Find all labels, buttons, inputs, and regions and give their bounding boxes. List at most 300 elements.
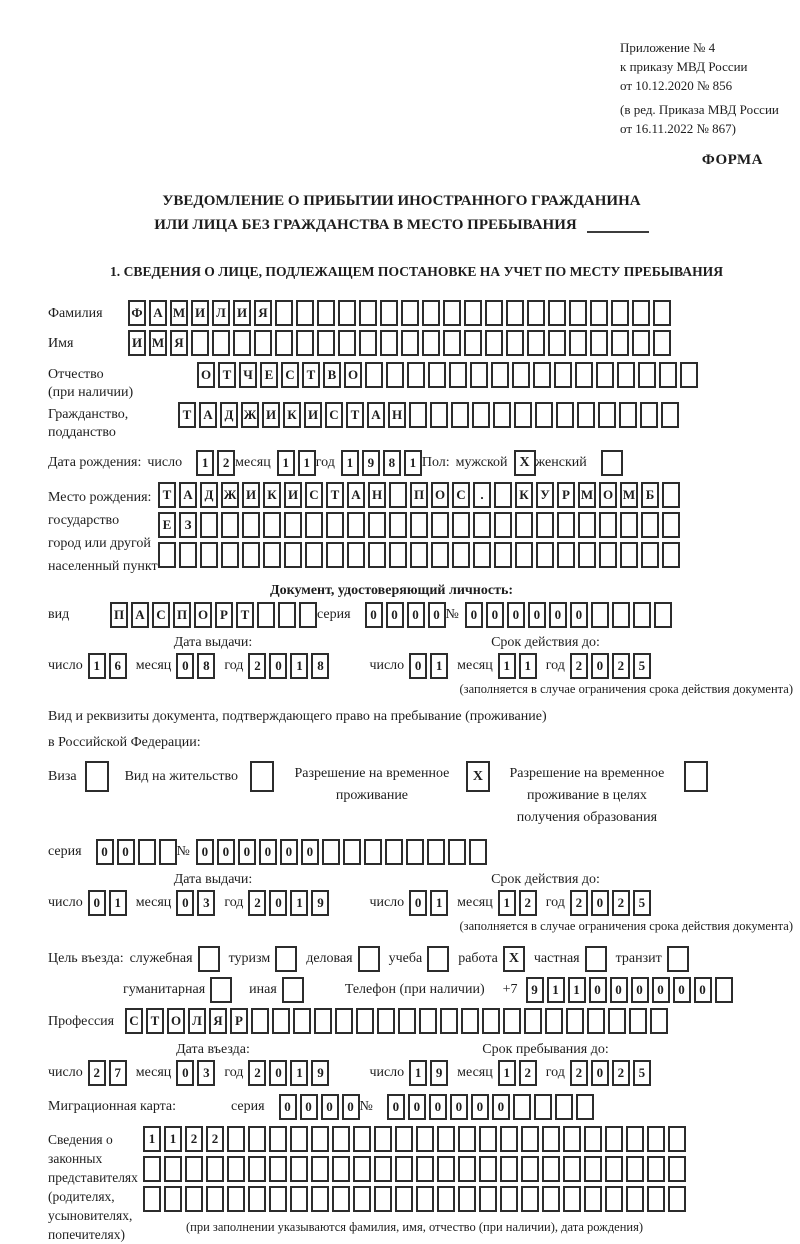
char-cell[interactable]: [629, 1008, 647, 1034]
char-cell[interactable]: П: [173, 602, 191, 628]
char-cell[interactable]: [257, 602, 275, 628]
char-cell[interactable]: 5: [633, 890, 651, 916]
char-cell[interactable]: 0: [407, 602, 425, 628]
char-cell[interactable]: [437, 1186, 455, 1212]
char-cell[interactable]: А: [347, 482, 365, 508]
char-cell[interactable]: 1: [568, 977, 586, 1003]
char-cell[interactable]: 0: [507, 602, 525, 628]
char-cell[interactable]: [368, 542, 386, 568]
checkbox-tourism[interactable]: [275, 946, 297, 972]
char-cell[interactable]: К: [263, 482, 281, 508]
char-cell[interactable]: [138, 839, 156, 865]
char-cell[interactable]: Н: [368, 482, 386, 508]
char-cell[interactable]: [608, 1008, 626, 1034]
char-cell[interactable]: [605, 1186, 623, 1212]
char-cell[interactable]: [584, 1156, 602, 1182]
char-cell[interactable]: [272, 1008, 290, 1034]
char-cell[interactable]: [500, 1126, 518, 1152]
char-cell[interactable]: [619, 402, 637, 428]
char-cell[interactable]: [591, 602, 609, 628]
char-cell[interactable]: 8: [197, 653, 215, 679]
char-cell[interactable]: С: [305, 482, 323, 508]
char-cell[interactable]: С: [125, 1008, 143, 1034]
char-cell[interactable]: [380, 330, 398, 356]
char-cell[interactable]: А: [367, 402, 385, 428]
char-cell[interactable]: [299, 602, 317, 628]
char-cell[interactable]: [479, 1126, 497, 1152]
char-cell[interactable]: [626, 1126, 644, 1152]
char-cell[interactable]: [449, 362, 467, 388]
char-cell[interactable]: [548, 330, 566, 356]
char-cell[interactable]: 0: [492, 1094, 510, 1120]
char-cell[interactable]: М: [149, 330, 167, 356]
char-cell[interactable]: 5: [633, 1060, 651, 1086]
char-cell[interactable]: [515, 512, 533, 538]
char-cell[interactable]: 0: [570, 602, 588, 628]
char-cell[interactable]: 0: [694, 977, 712, 1003]
char-cell[interactable]: 2: [570, 653, 588, 679]
char-cell[interactable]: 0: [428, 602, 446, 628]
checkbox-female[interactable]: [601, 450, 623, 476]
char-cell[interactable]: [557, 512, 575, 538]
char-cell[interactable]: [533, 362, 551, 388]
char-cell[interactable]: [422, 300, 440, 326]
char-cell[interactable]: [563, 1156, 581, 1182]
char-cell[interactable]: [269, 1156, 287, 1182]
char-cell[interactable]: [164, 1186, 182, 1212]
char-cell[interactable]: [227, 1186, 245, 1212]
char-cell[interactable]: [311, 1126, 329, 1152]
char-cell[interactable]: [578, 512, 596, 538]
char-cell[interactable]: [458, 1156, 476, 1182]
char-cell[interactable]: [611, 330, 629, 356]
char-cell[interactable]: 0: [176, 1060, 194, 1086]
char-cell[interactable]: О: [344, 362, 362, 388]
char-cell[interactable]: 0: [652, 977, 670, 1003]
char-cell[interactable]: [227, 1156, 245, 1182]
checkbox-private[interactable]: [585, 946, 607, 972]
char-cell[interactable]: [554, 362, 572, 388]
char-cell[interactable]: 1: [298, 450, 316, 476]
char-cell[interactable]: [612, 602, 630, 628]
char-cell[interactable]: Н: [388, 402, 406, 428]
char-cell[interactable]: [158, 542, 176, 568]
char-cell[interactable]: В: [323, 362, 341, 388]
char-cell[interactable]: [263, 512, 281, 538]
char-cell[interactable]: [311, 1186, 329, 1212]
char-cell[interactable]: [650, 1008, 668, 1034]
char-cell[interactable]: 0: [631, 977, 649, 1003]
char-cell[interactable]: [464, 330, 482, 356]
char-cell[interactable]: [491, 362, 509, 388]
char-cell[interactable]: [535, 402, 553, 428]
char-cell[interactable]: И: [191, 300, 209, 326]
char-cell[interactable]: [443, 330, 461, 356]
char-cell[interactable]: 0: [387, 1094, 405, 1120]
char-cell[interactable]: Я: [209, 1008, 227, 1034]
char-cell[interactable]: 0: [301, 839, 319, 865]
char-cell[interactable]: И: [304, 402, 322, 428]
char-cell[interactable]: [293, 1008, 311, 1034]
char-cell[interactable]: П: [410, 482, 428, 508]
char-cell[interactable]: [317, 330, 335, 356]
char-cell[interactable]: [524, 1008, 542, 1034]
char-cell[interactable]: [353, 1186, 371, 1212]
char-cell[interactable]: [335, 1008, 353, 1034]
char-cell[interactable]: [479, 1156, 497, 1182]
char-cell[interactable]: [542, 1186, 560, 1212]
char-cell[interactable]: Т: [302, 362, 320, 388]
char-cell[interactable]: [569, 300, 587, 326]
char-cell[interactable]: [633, 602, 651, 628]
char-cell[interactable]: [389, 542, 407, 568]
char-cell[interactable]: 0: [673, 977, 691, 1003]
char-cell[interactable]: Е: [260, 362, 278, 388]
char-cell[interactable]: [458, 1186, 476, 1212]
char-cell[interactable]: [473, 542, 491, 568]
char-cell[interactable]: [314, 1008, 332, 1034]
char-cell[interactable]: [221, 512, 239, 538]
char-cell[interactable]: [343, 839, 361, 865]
char-cell[interactable]: [464, 300, 482, 326]
char-cell[interactable]: [359, 300, 377, 326]
char-cell[interactable]: 2: [570, 890, 588, 916]
char-cell[interactable]: 2: [206, 1126, 224, 1152]
char-cell[interactable]: [200, 512, 218, 538]
char-cell[interactable]: [647, 1126, 665, 1152]
char-cell[interactable]: С: [325, 402, 343, 428]
char-cell[interactable]: [542, 1126, 560, 1152]
char-cell[interactable]: 9: [311, 1060, 329, 1086]
char-cell[interactable]: [269, 1126, 287, 1152]
checkbox-temporary-residence[interactable]: X: [466, 761, 490, 792]
char-cell[interactable]: [368, 512, 386, 538]
char-cell[interactable]: [410, 512, 428, 538]
char-cell[interactable]: [380, 300, 398, 326]
char-cell[interactable]: [377, 1008, 395, 1034]
char-cell[interactable]: 2: [612, 1060, 630, 1086]
char-cell[interactable]: [395, 1186, 413, 1212]
char-cell[interactable]: [206, 1186, 224, 1212]
char-cell[interactable]: 2: [519, 1060, 537, 1086]
char-cell[interactable]: [494, 542, 512, 568]
char-cell[interactable]: 1: [290, 1060, 308, 1086]
char-cell[interactable]: И: [233, 300, 251, 326]
char-cell[interactable]: [437, 1156, 455, 1182]
char-cell[interactable]: [263, 542, 281, 568]
char-cell[interactable]: [332, 1186, 350, 1212]
char-cell[interactable]: [385, 839, 403, 865]
char-cell[interactable]: [668, 1126, 686, 1152]
char-cell[interactable]: 0: [279, 1094, 297, 1120]
char-cell[interactable]: 0: [528, 602, 546, 628]
char-cell[interactable]: 0: [117, 839, 135, 865]
char-cell[interactable]: [461, 1008, 479, 1034]
char-cell[interactable]: [527, 330, 545, 356]
char-cell[interactable]: [500, 1186, 518, 1212]
char-cell[interactable]: [598, 402, 616, 428]
char-cell[interactable]: [485, 300, 503, 326]
char-cell[interactable]: [206, 1156, 224, 1182]
char-cell[interactable]: [620, 512, 638, 538]
char-cell[interactable]: [521, 1156, 539, 1182]
char-cell[interactable]: [569, 330, 587, 356]
char-cell[interactable]: [359, 330, 377, 356]
char-cell[interactable]: [513, 1094, 531, 1120]
char-cell[interactable]: Т: [158, 482, 176, 508]
char-cell[interactable]: [599, 512, 617, 538]
char-cell[interactable]: [410, 542, 428, 568]
char-cell[interactable]: Т: [178, 402, 196, 428]
char-cell[interactable]: [416, 1156, 434, 1182]
char-cell[interactable]: [500, 1156, 518, 1182]
char-cell[interactable]: [514, 402, 532, 428]
char-cell[interactable]: [548, 300, 566, 326]
char-cell[interactable]: А: [179, 482, 197, 508]
char-cell[interactable]: [326, 512, 344, 538]
char-cell[interactable]: [395, 1156, 413, 1182]
char-cell[interactable]: 0: [549, 602, 567, 628]
char-cell[interactable]: [416, 1126, 434, 1152]
char-cell[interactable]: [386, 362, 404, 388]
char-cell[interactable]: Т: [218, 362, 236, 388]
char-cell[interactable]: [584, 1186, 602, 1212]
char-cell[interactable]: 1: [341, 450, 359, 476]
char-cell[interactable]: [632, 300, 650, 326]
checkbox-other[interactable]: [282, 977, 304, 1003]
char-cell[interactable]: 0: [269, 1060, 287, 1086]
char-cell[interactable]: [626, 1156, 644, 1182]
char-cell[interactable]: [472, 402, 490, 428]
char-cell[interactable]: [191, 330, 209, 356]
char-cell[interactable]: 8: [383, 450, 401, 476]
char-cell[interactable]: [715, 977, 733, 1003]
char-cell[interactable]: Р: [557, 482, 575, 508]
char-cell[interactable]: [653, 330, 671, 356]
char-cell[interactable]: 1: [547, 977, 565, 1003]
char-cell[interactable]: О: [197, 362, 215, 388]
char-cell[interactable]: 1: [430, 890, 448, 916]
char-cell[interactable]: 0: [176, 653, 194, 679]
char-cell[interactable]: [641, 512, 659, 538]
char-cell[interactable]: [296, 330, 314, 356]
char-cell[interactable]: [143, 1156, 161, 1182]
char-cell[interactable]: О: [167, 1008, 185, 1034]
char-cell[interactable]: 1: [404, 450, 422, 476]
char-cell[interactable]: А: [149, 300, 167, 326]
char-cell[interactable]: 1: [498, 1060, 516, 1086]
char-cell[interactable]: [347, 512, 365, 538]
char-cell[interactable]: 1: [409, 1060, 427, 1086]
char-cell[interactable]: [494, 512, 512, 538]
char-cell[interactable]: [164, 1156, 182, 1182]
char-cell[interactable]: Д: [220, 402, 238, 428]
char-cell[interactable]: [290, 1126, 308, 1152]
char-cell[interactable]: О: [194, 602, 212, 628]
char-cell[interactable]: 0: [486, 602, 504, 628]
checkbox-transit[interactable]: [667, 946, 689, 972]
char-cell[interactable]: [596, 362, 614, 388]
char-cell[interactable]: 0: [217, 839, 235, 865]
char-cell[interactable]: [254, 330, 272, 356]
char-cell[interactable]: Р: [215, 602, 233, 628]
char-cell[interactable]: [364, 839, 382, 865]
char-cell[interactable]: Ф: [128, 300, 146, 326]
char-cell[interactable]: 0: [429, 1094, 447, 1120]
char-cell[interactable]: 2: [185, 1126, 203, 1152]
char-cell[interactable]: [422, 330, 440, 356]
char-cell[interactable]: [428, 362, 446, 388]
char-cell[interactable]: [458, 1126, 476, 1152]
char-cell[interactable]: 2: [88, 1060, 106, 1086]
char-cell[interactable]: [305, 512, 323, 538]
char-cell[interactable]: [248, 1126, 266, 1152]
char-cell[interactable]: 0: [280, 839, 298, 865]
char-cell[interactable]: [322, 839, 340, 865]
char-cell[interactable]: 1: [143, 1126, 161, 1152]
char-cell[interactable]: [427, 839, 445, 865]
char-cell[interactable]: [242, 512, 260, 538]
char-cell[interactable]: [347, 542, 365, 568]
char-cell[interactable]: [653, 300, 671, 326]
char-cell[interactable]: 0: [591, 1060, 609, 1086]
char-cell[interactable]: [338, 300, 356, 326]
char-cell[interactable]: [521, 1186, 539, 1212]
char-cell[interactable]: Е: [158, 512, 176, 538]
char-cell[interactable]: 0: [409, 653, 427, 679]
char-cell[interactable]: [576, 1094, 594, 1120]
char-cell[interactable]: [398, 1008, 416, 1034]
char-cell[interactable]: 0: [96, 839, 114, 865]
checkbox-visa[interactable]: [85, 761, 109, 792]
char-cell[interactable]: [290, 1156, 308, 1182]
char-cell[interactable]: [542, 1156, 560, 1182]
char-cell[interactable]: [284, 542, 302, 568]
char-cell[interactable]: [668, 1156, 686, 1182]
char-cell[interactable]: [473, 512, 491, 538]
char-cell[interactable]: 5: [633, 653, 651, 679]
char-cell[interactable]: [143, 1186, 161, 1212]
char-cell[interactable]: П: [110, 602, 128, 628]
char-cell[interactable]: 2: [248, 653, 266, 679]
char-cell[interactable]: 1: [88, 653, 106, 679]
char-cell[interactable]: 0: [409, 890, 427, 916]
char-cell[interactable]: 1: [290, 890, 308, 916]
char-cell[interactable]: Я: [170, 330, 188, 356]
char-cell[interactable]: 7: [109, 1060, 127, 1086]
char-cell[interactable]: [200, 542, 218, 568]
char-cell[interactable]: [242, 542, 260, 568]
char-cell[interactable]: [668, 1186, 686, 1212]
char-cell[interactable]: 0: [300, 1094, 318, 1120]
char-cell[interactable]: [356, 1008, 374, 1034]
char-cell[interactable]: С: [452, 482, 470, 508]
char-cell[interactable]: [662, 512, 680, 538]
char-cell[interactable]: [401, 300, 419, 326]
char-cell[interactable]: [536, 512, 554, 538]
char-cell[interactable]: [431, 542, 449, 568]
char-cell[interactable]: 1: [277, 450, 295, 476]
char-cell[interactable]: [503, 1008, 521, 1034]
char-cell[interactable]: Б: [641, 482, 659, 508]
char-cell[interactable]: 9: [430, 1060, 448, 1086]
char-cell[interactable]: 6: [109, 653, 127, 679]
char-cell[interactable]: 0: [342, 1094, 360, 1120]
char-cell[interactable]: [452, 512, 470, 538]
char-cell[interactable]: [374, 1126, 392, 1152]
char-cell[interactable]: [332, 1156, 350, 1182]
char-cell[interactable]: Л: [212, 300, 230, 326]
char-cell[interactable]: [479, 1186, 497, 1212]
char-cell[interactable]: 9: [526, 977, 544, 1003]
char-cell[interactable]: [654, 602, 672, 628]
char-cell[interactable]: 9: [362, 450, 380, 476]
char-cell[interactable]: [451, 402, 469, 428]
char-cell[interactable]: [212, 330, 230, 356]
char-cell[interactable]: [482, 1008, 500, 1034]
char-cell[interactable]: 0: [269, 890, 287, 916]
char-cell[interactable]: [251, 1008, 269, 1034]
char-cell[interactable]: [521, 1126, 539, 1152]
char-cell[interactable]: С: [281, 362, 299, 388]
char-cell[interactable]: Ч: [239, 362, 257, 388]
char-cell[interactable]: [584, 1126, 602, 1152]
char-cell[interactable]: [662, 542, 680, 568]
char-cell[interactable]: [185, 1186, 203, 1212]
char-cell[interactable]: [599, 542, 617, 568]
checkbox-work[interactable]: X: [503, 946, 525, 972]
char-cell[interactable]: [536, 542, 554, 568]
char-cell[interactable]: 1: [290, 653, 308, 679]
char-cell[interactable]: [389, 482, 407, 508]
char-cell[interactable]: [419, 1008, 437, 1034]
char-cell[interactable]: 2: [570, 1060, 588, 1086]
char-cell[interactable]: 1: [109, 890, 127, 916]
char-cell[interactable]: Ж: [221, 482, 239, 508]
char-cell[interactable]: С: [152, 602, 170, 628]
char-cell[interactable]: [626, 1186, 644, 1212]
char-cell[interactable]: [317, 300, 335, 326]
char-cell[interactable]: [493, 402, 511, 428]
char-cell[interactable]: [647, 1156, 665, 1182]
char-cell[interactable]: 0: [365, 602, 383, 628]
char-cell[interactable]: [179, 542, 197, 568]
char-cell[interactable]: [227, 1126, 245, 1152]
char-cell[interactable]: [545, 1008, 563, 1034]
char-cell[interactable]: [430, 402, 448, 428]
char-cell[interactable]: [431, 512, 449, 538]
char-cell[interactable]: К: [283, 402, 301, 428]
char-cell[interactable]: 1: [498, 890, 516, 916]
char-cell[interactable]: [409, 402, 427, 428]
char-cell[interactable]: 0: [386, 602, 404, 628]
char-cell[interactable]: [311, 1156, 329, 1182]
char-cell[interactable]: О: [599, 482, 617, 508]
char-cell[interactable]: [284, 512, 302, 538]
char-cell[interactable]: Д: [200, 482, 218, 508]
char-cell[interactable]: [640, 402, 658, 428]
char-cell[interactable]: [389, 512, 407, 538]
char-cell[interactable]: [440, 1008, 458, 1034]
checkbox-business[interactable]: [358, 946, 380, 972]
char-cell[interactable]: [469, 839, 487, 865]
char-cell[interactable]: [326, 542, 344, 568]
char-cell[interactable]: [605, 1156, 623, 1182]
char-cell[interactable]: [185, 1156, 203, 1182]
char-cell[interactable]: 2: [612, 653, 630, 679]
char-cell[interactable]: И: [242, 482, 260, 508]
char-cell[interactable]: [527, 300, 545, 326]
